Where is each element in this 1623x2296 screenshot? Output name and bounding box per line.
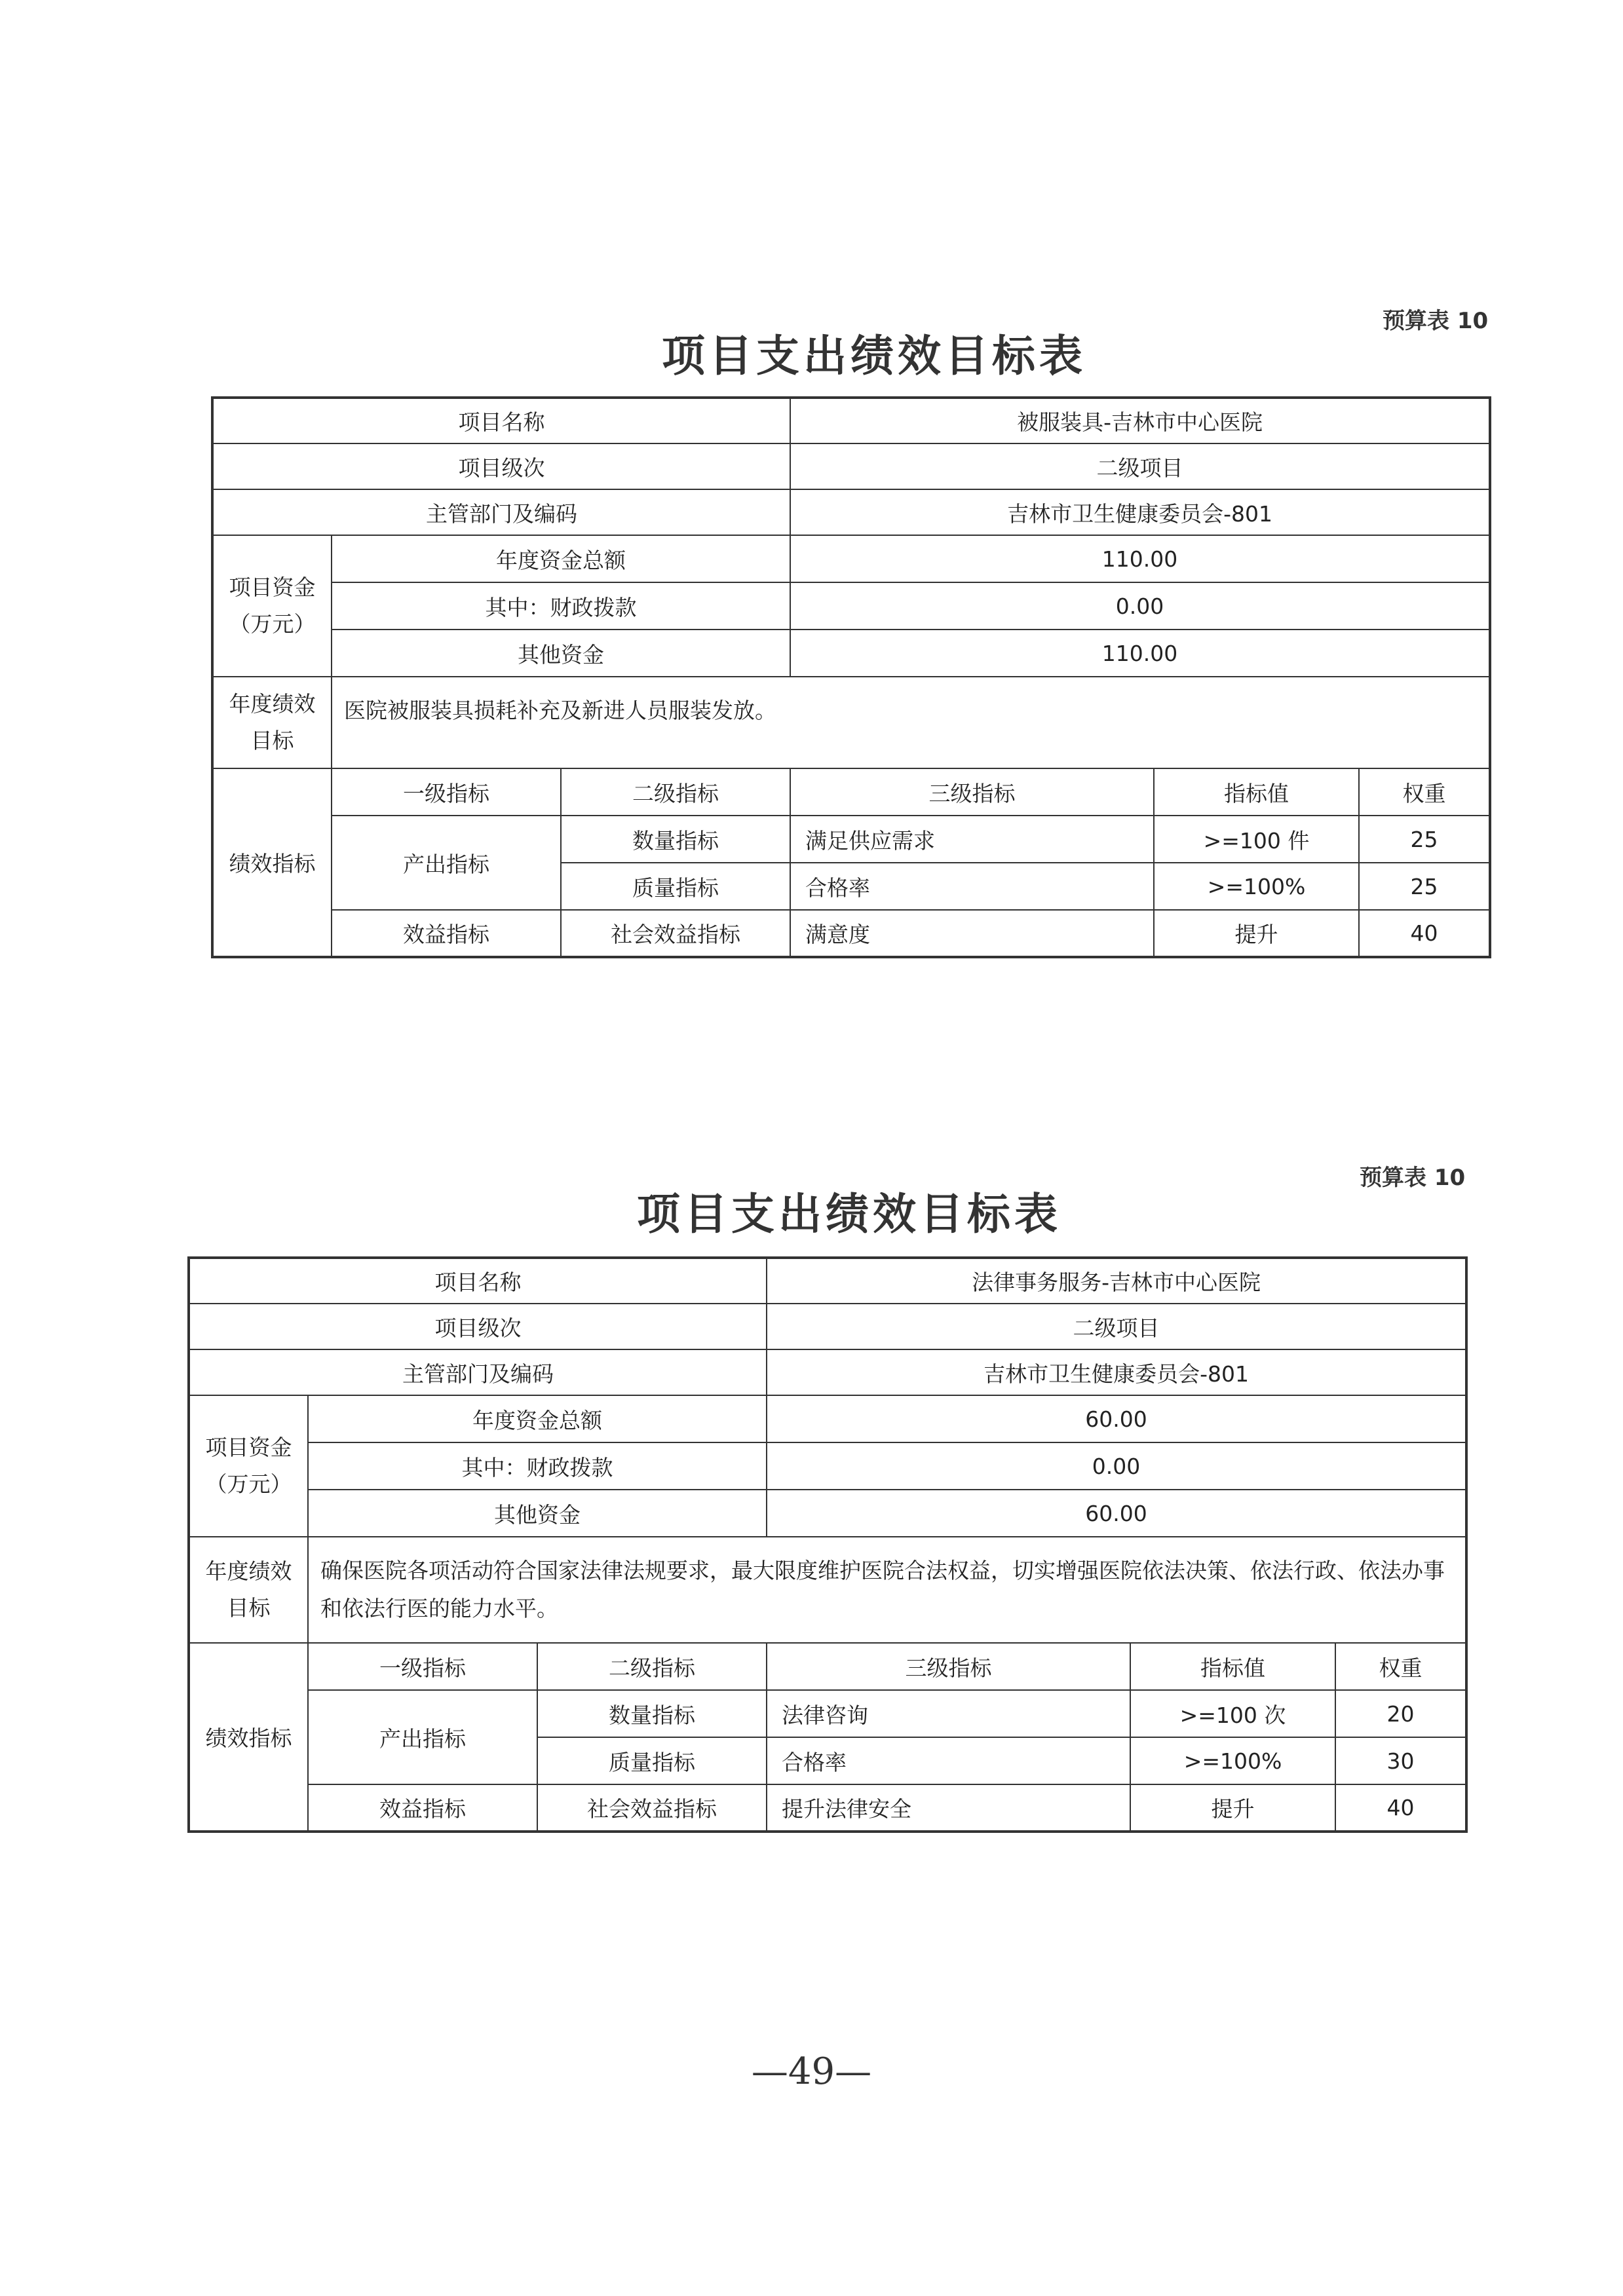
row-value: >=100% [1154, 863, 1359, 910]
fiscal-allocation-value: 0.00 [767, 1442, 1466, 1490]
other-funds-value: 110.00 [790, 630, 1490, 677]
row-weight: 40 [1359, 910, 1490, 957]
project-name-label: 项目名称 [189, 1258, 767, 1304]
department-label: 主管部门及编码 [212, 489, 790, 535]
project-level-label: 项目级次 [212, 443, 790, 489]
indicators-label: 绩效指标 [189, 1643, 308, 1832]
annual-total-value: 60.00 [767, 1395, 1466, 1442]
benefit-indicator-label: 效益指标 [308, 1784, 537, 1832]
header-level2: 二级指标 [537, 1643, 767, 1690]
row-level3: 合格率 [790, 863, 1154, 910]
table-number-label: 预算表 10 [1383, 308, 1489, 334]
annual-total-label: 年度资金总额 [332, 535, 790, 582]
annual-goal-label: 年度绩效目标 [189, 1537, 308, 1643]
page-number: —49— [751, 2050, 872, 2093]
row-level2: 质量指标 [537, 1737, 767, 1784]
row-level2: 数量指标 [537, 1690, 767, 1737]
benefit-indicator-label: 效益指标 [332, 910, 561, 957]
fiscal-allocation-label: 其中：财政拨款 [308, 1442, 767, 1490]
row-level2: 社会效益指标 [561, 910, 790, 957]
other-funds-label: 其他资金 [332, 630, 790, 677]
row-level3: 法律咨询 [767, 1690, 1130, 1737]
header-value: 指标值 [1130, 1643, 1335, 1690]
header-level1: 一级指标 [332, 768, 561, 816]
performance-table [211, 396, 1491, 958]
header-level3: 三级指标 [767, 1643, 1130, 1690]
row-value: >=100 件 [1154, 816, 1359, 863]
row-level3: 满足供应需求 [790, 816, 1154, 863]
row-level2: 数量指标 [561, 816, 790, 863]
other-funds-value: 60.00 [767, 1490, 1466, 1537]
annual-goal-label: 年度绩效目标 [212, 677, 332, 768]
department-value: 吉林市卫生健康委员会-801 [790, 489, 1490, 535]
table-title: 项目支出绩效目标表 [637, 1189, 1061, 1239]
header-weight: 权重 [1335, 1643, 1466, 1690]
annual-goal-text: 医院被服装具损耗补充及新进人员服装发放。 [332, 677, 1490, 768]
row-level3: 合格率 [767, 1737, 1130, 1784]
header-weight: 权重 [1359, 768, 1490, 816]
row-level3: 提升法律安全 [767, 1784, 1130, 1832]
header-level2: 二级指标 [561, 768, 790, 816]
project-level-value: 二级项目 [767, 1304, 1466, 1349]
project-funds-label: 项目资金（万元） [212, 535, 332, 677]
annual-total-label: 年度资金总额 [308, 1395, 767, 1442]
other-funds-label: 其他资金 [308, 1490, 767, 1537]
fiscal-allocation-value: 0.00 [790, 582, 1490, 630]
annual-total-value: 110.00 [790, 535, 1490, 582]
project-funds-label: 项目资金（万元） [189, 1395, 308, 1537]
table-title: 项目支出绩效目标表 [662, 331, 1086, 381]
header-value: 指标值 [1154, 768, 1359, 816]
table-number-label: 预算表 10 [1360, 1165, 1466, 1191]
row-level3: 满意度 [790, 910, 1154, 957]
row-weight: 20 [1335, 1690, 1466, 1737]
indicators-label: 绩效指标 [212, 768, 332, 957]
project-level-label: 项目级次 [189, 1304, 767, 1349]
department-label: 主管部门及编码 [189, 1349, 767, 1395]
row-weight: 25 [1359, 816, 1490, 863]
project-name-label: 项目名称 [212, 398, 790, 443]
department-value: 吉林市卫生健康委员会-801 [767, 1349, 1466, 1395]
row-value: >=100 次 [1130, 1690, 1335, 1737]
header-level3: 三级指标 [790, 768, 1154, 816]
row-level2: 社会效益指标 [537, 1784, 767, 1832]
performance-table [187, 1256, 1468, 1833]
row-weight: 30 [1335, 1737, 1466, 1784]
fiscal-allocation-label: 其中：财政拨款 [332, 582, 790, 630]
annual-goal-text: 确保医院各项活动符合国家法律法规要求，最大限度维护医院合法权益，切实增强医院依法决策、依法行政、依法办事和依法行医的能力水平。 [308, 1537, 1466, 1643]
output-indicator-label: 产出指标 [308, 1690, 537, 1784]
row-value: 提升 [1154, 910, 1359, 957]
row-weight: 25 [1359, 863, 1490, 910]
header-level1: 一级指标 [308, 1643, 537, 1690]
row-value: >=100% [1130, 1737, 1335, 1784]
row-level2: 质量指标 [561, 863, 790, 910]
project-name-value: 被服装具-吉林市中心医院 [790, 398, 1490, 443]
project-name-value: 法律事务服务-吉林市中心医院 [767, 1258, 1466, 1304]
row-value: 提升 [1130, 1784, 1335, 1832]
output-indicator-label: 产出指标 [332, 816, 561, 910]
row-weight: 40 [1335, 1784, 1466, 1832]
project-level-value: 二级项目 [790, 443, 1490, 489]
